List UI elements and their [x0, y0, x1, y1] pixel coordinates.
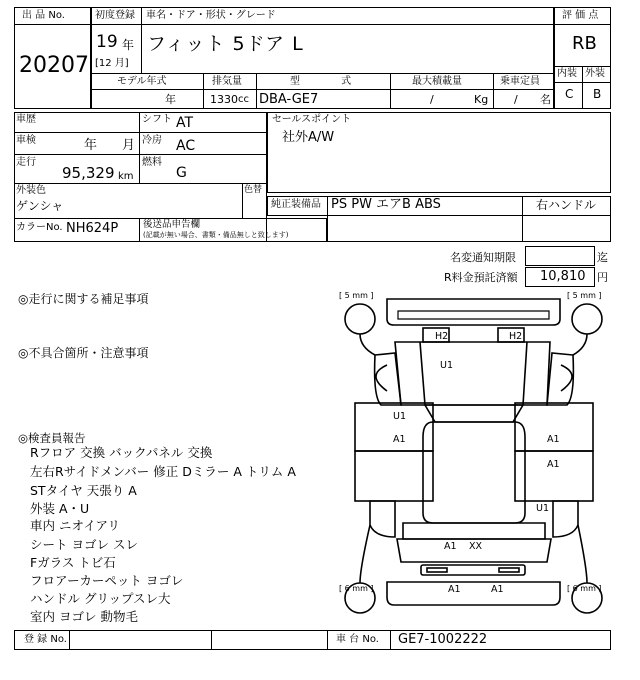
load-unit: Kg [474, 93, 489, 106]
capacity-unit: 名 [540, 93, 551, 106]
tire-front-left [345, 304, 375, 334]
tire-depth-rr: [ 6 mm ] [567, 584, 602, 593]
name-change-unit: 迄 [597, 251, 608, 264]
mirror-right [561, 365, 572, 391]
mark-a1-left: A1 [393, 434, 406, 445]
displacement-value: 1330 [210, 93, 238, 106]
recycle-unit: 円 [597, 271, 608, 284]
mark-a1-right-lower: A1 [547, 459, 560, 470]
lot-label: 出 品 No. [22, 10, 65, 21]
equipment-label: 純正装備品 [271, 199, 321, 210]
report-line: 車内 ニオイアリ [30, 518, 120, 533]
door-rear-left [355, 451, 433, 501]
car-damage-diagram [335, 287, 613, 630]
quarter-left [370, 501, 395, 537]
shift-value: AT [176, 115, 194, 131]
color-change-label: 色替 [244, 185, 263, 195]
report-line: STタイヤ 天張り A [30, 483, 137, 498]
color-no-value: NH624P [66, 221, 119, 236]
exterior-label: 外装 [585, 68, 605, 79]
model-year-label: モデル年式 [117, 76, 167, 87]
report-line: 外装 A・U [30, 501, 90, 516]
lot-number: 20207 [19, 53, 89, 78]
roof [423, 422, 525, 523]
fuel-value: G [176, 165, 187, 181]
interior-label: 内装 [557, 68, 577, 79]
mark-h2-right: H2 [509, 331, 523, 342]
mark-a1-rear: A1 [444, 541, 457, 552]
quarter-right [553, 501, 578, 537]
report-line: フロアーカーペット ヨゴレ [30, 573, 184, 588]
car-name: フィット 5ドア L [147, 33, 304, 55]
color-label: 外装色 [16, 185, 46, 196]
mark-a1-bumper-left: A1 [448, 584, 461, 595]
mark-xx-rear: XX [469, 541, 483, 552]
rating-label: 評 価 点 [562, 10, 599, 21]
aftermarket-label: 後送品申告欄 [143, 219, 201, 230]
equipment-value: PS PW エアB ABS [331, 197, 441, 212]
mark-u1-hood: U1 [440, 360, 453, 371]
windshield [425, 405, 523, 422]
rear-bumper [387, 582, 560, 605]
inspector-report-label: ◎検査員報告 [18, 431, 86, 445]
mileage-value: 95,329 [62, 164, 115, 182]
capacity-slash: / [514, 93, 518, 106]
car-name-label: 車名・ドア・形状・グレード [146, 10, 276, 21]
name-change-box [525, 246, 595, 266]
report-line: Fガラス トビ石 [30, 555, 116, 570]
report-line: シート ヨゴレ スレ [30, 537, 138, 552]
equipment-lower-box [327, 216, 611, 242]
mileage-unit: km [118, 171, 134, 182]
model-code: DBA-GE7 [259, 92, 319, 107]
rear-window [403, 523, 545, 539]
mark-a1-right-upper: A1 [547, 434, 560, 445]
tire-depth-fl: [ 5 mm ] [339, 291, 374, 300]
sales-point-value: 社外A/W [282, 130, 335, 145]
mileage-label: 走行 [16, 157, 36, 168]
model-year-unit: 年 [165, 93, 176, 106]
report-line: ハンドル グリップスレ大 [30, 591, 171, 606]
color-value: ゲンシャ [16, 199, 64, 213]
front-bumper [387, 299, 560, 325]
ac-label: 冷房 [142, 135, 162, 146]
displacement-label: 排気量 [212, 76, 242, 87]
footer-box [14, 630, 611, 650]
first-reg-month: [12 月] [95, 58, 129, 69]
chassis-label: 車 台 No. [336, 634, 379, 645]
chassis-number: GE7-1002222 [398, 632, 488, 647]
interior-grade: C [565, 87, 574, 101]
driving-notes-label: ◎走行に関する補足事項 [18, 292, 149, 306]
aftermarket-note: (記載が無い場合、書類・備品無しと致します) [143, 231, 289, 239]
max-load-label: 最大積載量 [412, 76, 462, 87]
color-no-label: カラーNo. [16, 222, 63, 233]
sales-point-label: セールスポイント [272, 114, 352, 125]
recycle-label: R料金預託済額 [444, 271, 518, 284]
registration-label: 登 録 No. [24, 634, 67, 645]
fuel-label: 燃料 [142, 157, 162, 168]
report-line: 室内 ヨゴレ 動物毛 [30, 609, 138, 624]
type-label: 型 式 [290, 76, 352, 87]
report-line: Rフロア 交換 バックパネル 交換 [30, 445, 213, 460]
first-reg-year-unit: 年 [122, 38, 135, 52]
defects-label: ◎不具合箇所・注意事項 [18, 346, 149, 360]
load-slash: / [430, 93, 434, 106]
inspection-year-unit: 年 [84, 138, 98, 153]
mark-h2-left: H2 [435, 331, 449, 342]
mark-u1-left: U1 [393, 411, 406, 422]
mark-a1-bumper-right: A1 [491, 584, 504, 595]
capacity-label: 乗車定員 [500, 76, 540, 87]
ac-value: AC [176, 138, 196, 154]
fender-front-right [547, 353, 573, 405]
steering-value: 右ハンドル [536, 198, 597, 212]
inspection-label: 車検 [16, 135, 36, 146]
tail-lights [421, 565, 525, 575]
shift-label: シフト [142, 114, 172, 125]
history-label: 車歴 [16, 114, 36, 125]
tire-depth-fr: [ 5 mm ] [567, 291, 602, 300]
mirror-left [376, 365, 387, 391]
displacement-unit: cc [238, 94, 249, 105]
inspection-month-unit: 月 [122, 138, 136, 153]
first-reg-year: 19 [96, 32, 118, 52]
first-reg-label: 初度登録 [95, 10, 135, 21]
name-change-label: 名変通知期限 [450, 251, 516, 264]
mark-u1-right: U1 [536, 503, 549, 514]
report-line: 左右Rサイドメンバー 修正 Dミラー A トリム A [30, 464, 296, 479]
exterior-grade: B [593, 87, 602, 101]
recycle-amount: 10,810 [540, 269, 586, 284]
rating-value: RB [572, 33, 597, 54]
tire-front-right [572, 304, 602, 334]
tire-depth-rl: [ 6 mm ] [339, 584, 374, 593]
